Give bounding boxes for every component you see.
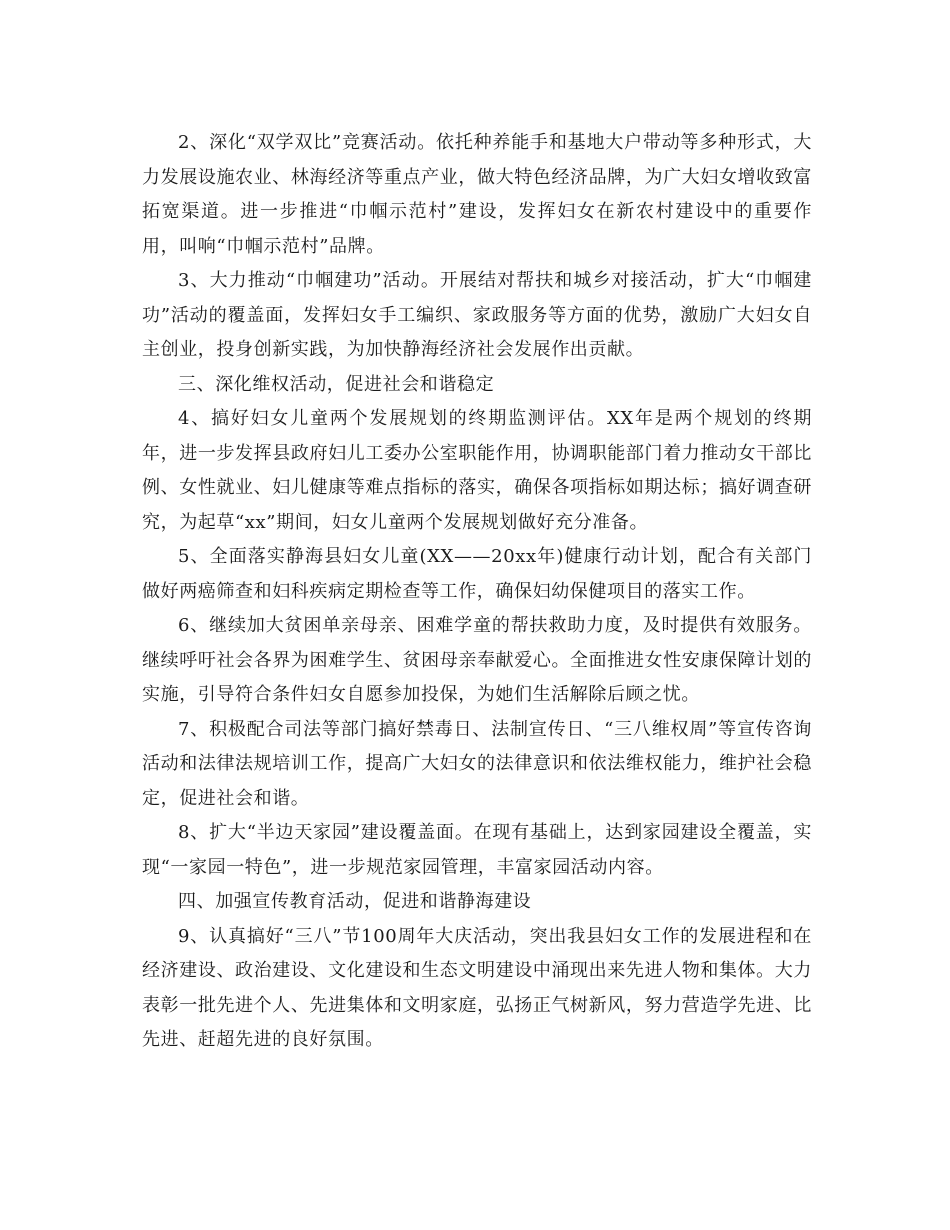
paragraph-8-family-garden: 8、扩大“半边天家园”建设覆盖面。在现有基础上，达到家园建设全覆盖，实现“一家园一特色”，进一步规范家园管理，丰富家园活动内容。: [142, 822, 812, 878]
paragraph-5-health-plan: 5、全面落实静海县妇女儿童(XX——20xx年)健康行动计划，配合有关部门做好两癌筛查和妇科疾病定期检查等工作，确保妇幼保健项目的落实工作。: [142, 546, 812, 602]
paragraph-4-development-plan: 4、搞好妇女儿童两个发展规划的终期监测评估。XX年是两个规划的终期年，进一步发挥县政府妇儿工委办公室职能作用，协调职能部门着力推动女干部比例、女性就业、妇儿健康等难点指标的落实，确保各项指标如期达标；搞好调查研究，为起草“xx”期间，妇女儿童两个发展规划做好充分准备。: [142, 408, 812, 533]
paragraph-2-dual-learning: 2、深化“双学双比”竞赛活动。依托种养能手和基地大户带动等多种形式，大力发展设施农业、林海经济等重点产业，做大特色经济品牌，为广大妇女增收致富拓宽渠道。进一步推进“巾帼示范村”建设，发挥妇女在新农村建设中的重要作用，叫响“巾帼示范村”品牌。: [142, 132, 812, 257]
section-heading-rights-protection: 三、深化维权活动，促进社会和谐稳定: [178, 373, 495, 395]
paragraph-7-legal-publicity: 7、积极配合司法等部门搞好禁毒日、法制宣传日、“三八维权周”等宣传咨询活动和法律法规培训工作，提高广大妇女的法律意识和依法维权能力，维护社会稳定，促进社会和谐。: [142, 718, 812, 809]
paragraph-6-poverty-aid: 6、继续加大贫困单亲母亲、困难学童的帮扶救助力度，及时提供有效服务。继续呼吁社会各界为困难学生、贫困母亲奉献爱心。全面推进女性安康保障计划的实施，引导符合条件妇女自愿参加投保，为她们生活解除后顾之忧。: [142, 615, 812, 705]
paragraph-3-women-achievement: 3、大力推动“巾帼建功”活动。开展结对帮扶和城乡对接活动，扩大“巾帼建功”活动的覆盖面，发挥妇女手工编织、家政服务等方面的优势，激励广大妇女自主创业，投身创新实践，为加快静海经济社会发展作出贡献。: [142, 270, 812, 360]
section-heading-education: 四、加强宣传教育活动，促进和谐静海建设: [178, 891, 532, 912]
paragraph-9-womens-day: 9、认真搞好“三八”节100周年大庆活动，突出我县妇女工作的发展进程和在经济建设、政治建设、文化建设和生态文明建设中涌现出来先进人物和集体。大力表彰一批先进个人、先进集体和文明家庭，弘扬正气树新风，努力营造学先进、比先进、赶超先进的良好氛围。: [142, 925, 812, 1050]
document-body: [142, 126, 812, 1058]
